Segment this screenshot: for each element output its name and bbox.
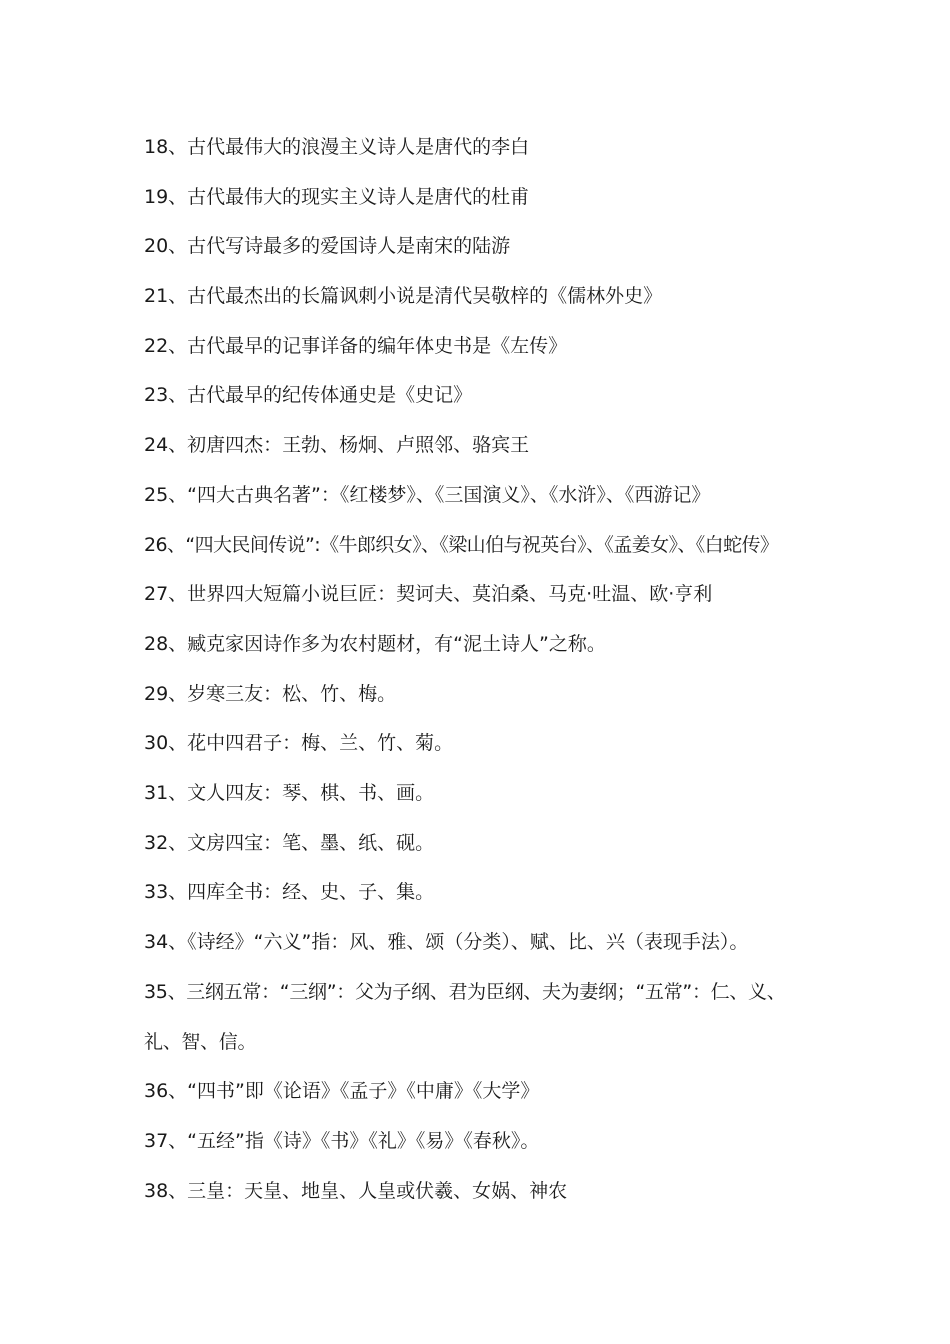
list-item: 32、文房四宝：笔、墨、纸、砚。 [144,831,435,854]
list-item: 38、三皇：天皇、地皇、人皇或伏羲、女娲、神农 [144,1179,568,1202]
list-item: 31、文人四友：琴、棋、书、画。 [144,781,435,804]
list-item: 35、三纲五常：“三纲”：父为子纲、君为臣纲、夫为妻纲；“五常”：仁、义、礼、智、信。 [144,980,786,1053]
list-item: 28、臧克家因诗作多为农村题材，有“泥土诗人”之称。 [144,632,606,655]
list-item: 27、世界四大短篇小说巨匠：契诃夫、莫泊桑、马克·吐温、欧·亨利 [144,583,713,606]
list-item: 19、古代最伟大的现实主义诗人是唐代的杜甫 [144,185,530,208]
document-body [144,132,824,1225]
list-item: 34、《诗经》“六义”指：风、雅、颂（分类）、赋、比、兴（表现手法）。 [144,931,749,953]
list-item: 24、初唐四杰：王勃、杨炯、卢照邻、骆宾王 [144,434,530,457]
list-item: 30、花中四君子：梅、兰、竹、菊。 [144,732,454,755]
list-item: 23、古代最早的纪传体通史是《史记》 [144,384,473,407]
list-item: 33、四库全书：经、史、子、集。 [144,881,435,904]
list-item: 21、古代最杰出的长篇讽刺小说是清代吴敬梓的《儒林外史》 [144,285,663,308]
list-item: 26、“四大民间传说”:《牛郎织女》、《梁山伯与祝英台》、《孟姜女》、《白蛇传》 [144,533,779,556]
list-item: 18、古代最伟大的浪漫主义诗人是唐代的李白 [144,136,530,158]
list-item: 36、“四书”即《论语》《孟子》《中庸》《大学》 [144,1080,540,1103]
list-item: 25、“四大古典名著”：《红楼梦》、《三国演义》、《水浒》、《西游记》 [144,483,711,506]
list-item: 22、古代最早的记事详备的编年体史书是《左传》 [144,334,568,357]
list-item: 37、“五经”指《诗》《书》《礼》《易》《春秋》。 [144,1130,540,1153]
list-item: 20、古代写诗最多的爱国诗人是南宋的陆游 [144,235,511,258]
list-item: 29、岁寒三友：松、竹、梅。 [144,682,397,705]
